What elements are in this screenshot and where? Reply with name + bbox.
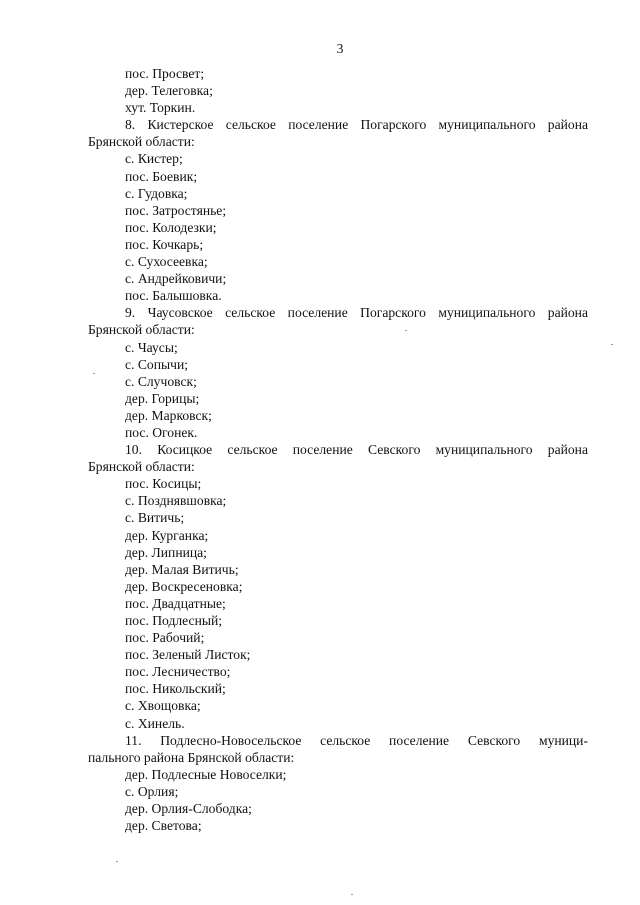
settlement-item: дер. Телеговка; bbox=[125, 83, 213, 99]
section-heading-11-continued: пального района Брянской области: bbox=[88, 749, 295, 765]
settlement-item: дер. Воскресеновка; bbox=[125, 578, 243, 594]
section-heading-10: 10. Косицкое сельское поселение Севского муниципального района bbox=[125, 442, 588, 458]
settlement-item: с. Гудовка; bbox=[125, 185, 188, 201]
scan-speck bbox=[611, 344, 613, 345]
settlement-item: пос. Двадцатные; bbox=[125, 595, 226, 611]
settlement-item: дер. Курганка; bbox=[125, 527, 209, 543]
settlement-item: пос. Боевик; bbox=[125, 168, 198, 184]
settlement-item: пос. Косицы; bbox=[125, 476, 202, 492]
settlement-item: дер. Малая Витичь; bbox=[125, 561, 239, 577]
settlement-item: пос. Лесничество; bbox=[125, 664, 231, 680]
settlement-item: пос. Зеленый Листок; bbox=[125, 647, 251, 663]
settlement-item: пос. Подлесный; bbox=[125, 613, 223, 628]
settlement-item: дер. Марковск; bbox=[125, 407, 212, 423]
settlement-item: дер. Липница; bbox=[125, 544, 207, 560]
settlement-item: с. Кистер; bbox=[125, 151, 183, 167]
settlement-item: с. Сухосеевка; bbox=[125, 254, 208, 270]
settlement-item: пос. Балышовка. bbox=[125, 288, 222, 304]
section-heading-8-continued: Брянской области: bbox=[88, 134, 195, 150]
settlement-item: пос. Рабочий; bbox=[125, 630, 205, 646]
settlement-item: с. Хвощовка; bbox=[125, 698, 201, 714]
settlement-item: с. Хинель. bbox=[125, 715, 185, 731]
scan-speck bbox=[351, 894, 353, 895]
document-body bbox=[88, 65, 588, 834]
section-heading-10-continued: Брянской области: bbox=[88, 459, 195, 475]
section-heading-11: 11. Подлесно-Новосельское сельское поселение Севского муници- bbox=[125, 732, 588, 748]
settlement-item: пос. Колодезки; bbox=[125, 219, 217, 235]
settlement-item: с. Случовск; bbox=[125, 373, 197, 389]
settlement-item: хут. Торкин. bbox=[125, 100, 196, 116]
scan-speck bbox=[116, 861, 118, 862]
settlement-item: с. Орлия; bbox=[125, 783, 179, 799]
settlement-item: пос. Огонек. bbox=[125, 424, 198, 440]
settlement-item: дер. Орлия-Слободка; bbox=[125, 801, 252, 817]
scan-speck bbox=[93, 373, 95, 374]
settlement-item: с. Сопычи; bbox=[125, 356, 188, 372]
settlement-item: с. Чаусы; bbox=[125, 339, 178, 355]
settlement-item: дер. Подлесные Новоселки; bbox=[125, 766, 287, 782]
scan-speck bbox=[405, 330, 407, 331]
page-number: 3 bbox=[336, 41, 344, 56]
settlement-item: пос. Просвет; bbox=[125, 66, 205, 81]
settlement-item: с. Витичь; bbox=[125, 510, 185, 526]
section-heading-9: 9. Чаусовское сельское поселение Погарского муниципального района bbox=[125, 305, 588, 321]
settlement-item: с. Позднявшовка; bbox=[125, 493, 227, 509]
section-heading-9-continued: Брянской области: bbox=[88, 322, 195, 338]
settlement-item: пос. Никольский; bbox=[125, 681, 226, 697]
settlement-item: пос. Кочкарь; bbox=[125, 236, 204, 252]
settlement-item: пос. Затростянье; bbox=[125, 202, 227, 218]
settlement-item: дер. Светова; bbox=[125, 818, 202, 834]
settlement-item: дер. Горицы; bbox=[125, 390, 200, 406]
section-heading-8: 8. Кистерское сельское поселение Погарского муниципального района bbox=[125, 117, 588, 133]
settlement-item: с. Андрейковичи; bbox=[125, 271, 227, 287]
